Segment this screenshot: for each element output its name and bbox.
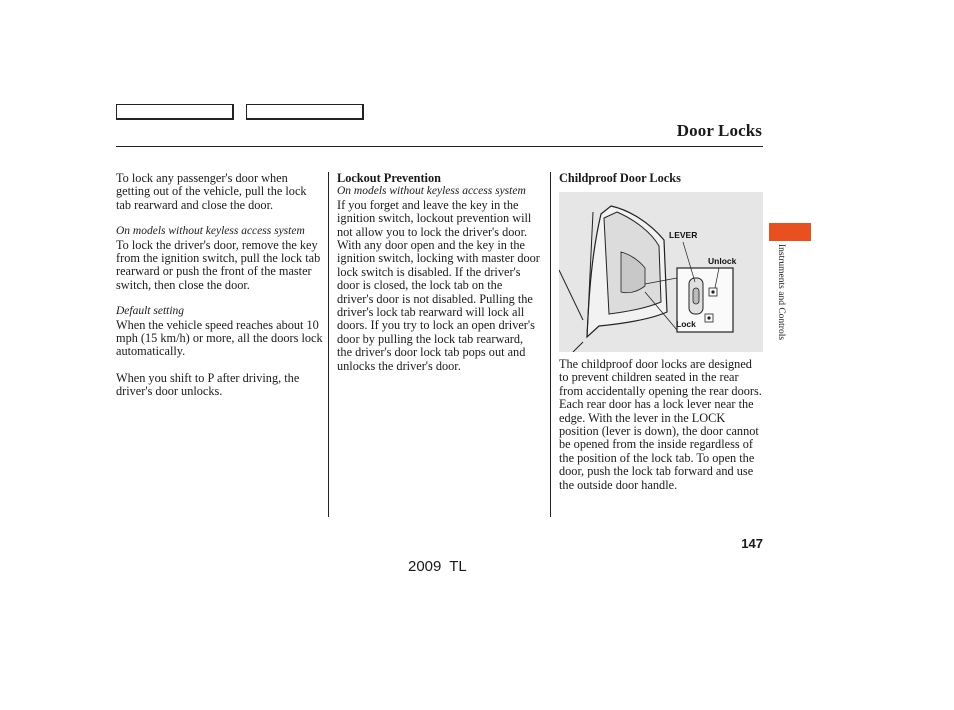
column-3-body — [559, 358, 763, 492]
childproof-lock-illustration — [559, 192, 763, 352]
section-tab — [769, 223, 811, 241]
paragraph-autounlock: When you shift to P after driving, the driver's door unlocks. — [116, 370, 300, 399]
paragraph-lockout: If you forget and leave the key in the ignition switch, lockout prevention will not allow you to lock the driver's door. With any door open and the key in the ignition switch, locking with master door lock switch is disabled. If the driver's door is closed, the lock tab on the driver's door is not disabled. Pulling the driver's lock tab rearward will lock all doors. If you try to lock an open driver's door by pulling the lock tab rearward, the driver's door lock tab pops out and unlocks the driver's door. — [337, 197, 540, 373]
column-divider-2 — [550, 172, 551, 517]
label-lever: LEVER — [669, 230, 698, 240]
label-unlock: Unlock — [708, 256, 737, 266]
heading-childproof: Childproof Door Locks — [559, 171, 681, 185]
body-line — [559, 270, 583, 320]
page-title: Door Locks — [676, 121, 762, 140]
paragraph-lock-passenger: To lock any passenger's door when getting out of the vehicle, pull the lock tab rearward and close the door. — [116, 171, 307, 212]
column-1 — [116, 172, 324, 399]
column-2 — [337, 172, 541, 373]
column-divider-1 — [328, 172, 329, 517]
header-rule — [116, 146, 763, 147]
nav-button-next[interactable] — [246, 104, 364, 120]
paragraph-childproof: The childproof door locks are designed to prevent children seated in the rear from accidentally opening the rear doors. Each rear door has a lock lever near the edge. With the lever in the LOCK position (lever is down), the door cannot be opened from the inside regardless of the position of the lock tab. To open the door, push the lock tab forward and use the outside door handle. — [559, 357, 762, 492]
page-number: 147 — [741, 536, 763, 551]
lever-knob — [693, 288, 699, 304]
footer-model: 2009 TL — [408, 558, 467, 575]
column-3 — [559, 172, 763, 185]
body-line-2 — [573, 342, 583, 352]
subheading-lockout-keyless: On models without keyless access system — [337, 185, 526, 198]
section-label: Instruments and Controls — [776, 244, 786, 341]
paragraph-autolock: When the vehicle speed reaches about 10 mph (15 km/h) or more, all the doors lock automatically. — [116, 317, 323, 359]
subheading-default: Default setting — [116, 305, 185, 318]
heading-lockout: Lockout Prevention — [337, 171, 441, 185]
paragraph-lock-driver: To lock the driver's door, remove the key from the ignition switch, pull the lock tab rearward or push the front of the master switch, then close the door. — [116, 237, 321, 292]
nav-button-previous[interactable] — [116, 104, 234, 120]
label-lock: Lock — [676, 319, 696, 329]
subheading-keyless: On models without keyless access system — [116, 225, 305, 238]
door-lock-diagram — [559, 192, 763, 352]
